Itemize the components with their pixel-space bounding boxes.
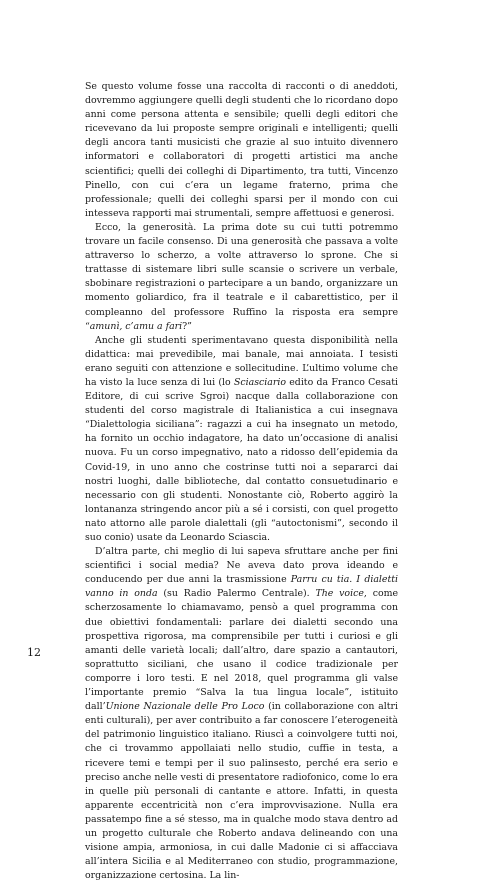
paragraph <box>85 334 398 545</box>
text-run: Ecco, la generosità. La prima dote su cui tutti potremmo trovare un facile consenso. Di una generosità che passava a volte attraverso lo scherzo, a volte attraverso lo sprone. Che si trattasse di sistemare libri sulle scansie o scrivere un verbale, sbobinare registrazioni o partecipare a un bando, organizzare un momento goliardico, fra il teatrale e il cabarettistico, per il compleanno del professore Ruffino la risposta era sempre “ <box>85 221 398 332</box>
italic-text-run: Parru cu tia. I dialetti vanno in onda <box>85 574 398 600</box>
text-run: Se questo volume fosse una raccolta di racconti o di aneddoti, dovremmo aggiungere quelli degli studenti che lo ricordano dopo anni come persona attenta e sensibile; quelli degli editori che ricevevano da lui proposte sempre originali e intelligenti; quelli degli ancora tanti musicisti che grazie al suo intuito divennero informatori e collaboratori di progetti artistici ma anche scientifici; quelli dei colleghi di Dipartimento, tra tutti, Vincenzo Pinello, con cui c’era un legame fraterno, prima che professionale; quelli dei colleghi sparsi per il mondo con cui intesseva rapporti mai strumentali, sempre affettuosi e generosi. <box>85 81 398 219</box>
italic-text-run: The voice <box>315 588 364 600</box>
text-run: D’altra parte, chi meglio di lui sapeva sfruttare anche per fini scientifici i social media? Ne aveva dato prova ideando e conducendo per due anni la trasmissione <box>85 546 398 586</box>
text-run: Anche gli studenti sperimentavano questa disponibilità nella didattica: mai prevedibile, mai banale, mai annoiata. I tesisti erano seguiti con attenzione e sollecitudine. L’ultimo volume che ha visto la luce senza di lui (lo <box>85 334 398 388</box>
italic-text-run: amunì, c’amu a fari <box>89 320 183 332</box>
italic-text-run: Unione Nazionale delle Pro Loco <box>105 701 265 713</box>
text-run: edito da Franco Cesati Editore, di cui scrive Sgroi) nacque dalla collaborazione con studenti del corso magistrale di Italianistica a cui insegnava “Dialettologia siciliana”: ragazzi a cui ha insegnato un metodo, ha fornito un occhio indagatore, ha dato un’occasione di analisi nuova. Fu un corso impegnativo, nato a ridosso dell’epidemia da Covid-19, in uno anno che costrinse tutti noi a separarci dai nostri luoghi, dalle biblioteche, dal contatto consuetudinario e necessario con gli studenti. Nonostante ciò, Roberto aggirò la lontananza stringendo ancor più a sé i corsisti, con quel progetto nato attorno alle parole dialettali (gli “autoctonismi”, secondo il suo conio) usate da Leonardo Sciascia. <box>85 376 399 543</box>
paragraph <box>85 80 398 221</box>
page-number: 12 <box>27 646 41 659</box>
italic-text-run: Sciasciario <box>233 376 286 388</box>
paragraph <box>85 221 398 334</box>
text-run: (in collaborazione con altri enti culturali), per aver contribuito a far conoscere l’eterogeneità del patrimonio linguistico italiano. Riuscì a coinvolgere tutti noi, che ci trovammo appollaiati nello studio, cuffie in testa, a ricevere temi e tempi per il suo palinsesto, perché era serio e preciso anche nelle vesti di presentatore radiofonico, come lo era in quelle più personali di cantante e attore. Infatti, in questa apparente eccentricità non c’era improvvisazione. Nulla era passatempo fine a sé stesso, ma in qualche modo stava dentro ad un progetto culturale che Roberto andava delineando con una visione ampia, armoniosa, in cui dalle Madonie ci si affacciava all’intera Sicilia e al Mediterraneo con studio, programmazione, organizzazione certosina. La lin- <box>85 701 398 882</box>
text-run: ?” <box>182 320 192 332</box>
text-run: , come scherzosamente lo chiamavamo, pensò a quel programma con due obiettivi fondamentali: parlare dei dialetti secondo una prospettiva rigorosa, ma comprensibile per tutti i curiosi e gli amanti delle varietà locali; dall’altro, dare spazio a cantautori, soprattutto siciliani, che usano il codice tradizionale per comporre i loro testi. E nel 2018, quel programma gli valse l’importante premio “Salva la tua lingua locale”, istituito dall’ <box>85 588 399 713</box>
body-text <box>85 80 398 883</box>
text-run: (su Radio Palermo Centrale). <box>157 588 316 600</box>
paragraph <box>85 545 398 883</box>
